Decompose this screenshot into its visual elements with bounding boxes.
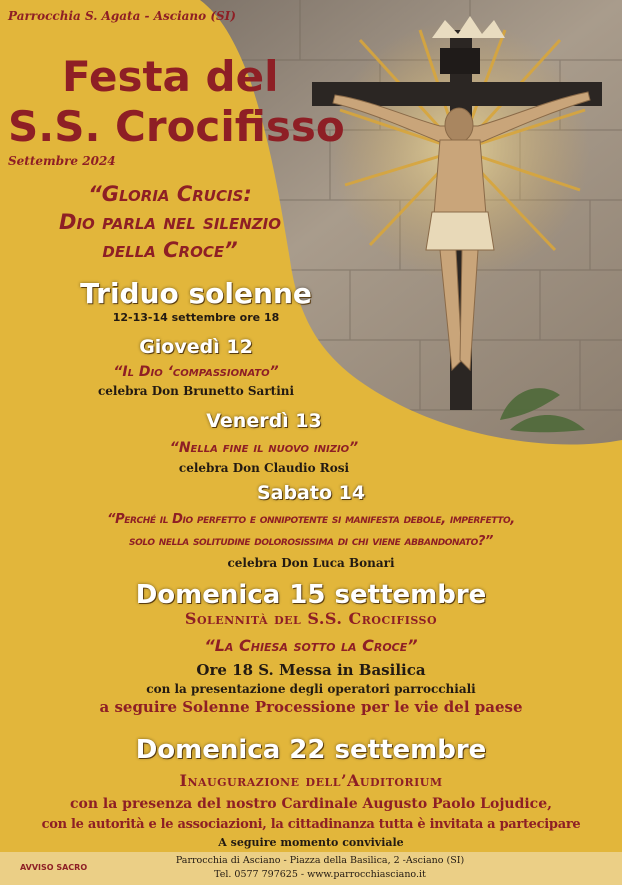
topic-thursday: “Il Dio ‘compassionato” — [113, 364, 279, 380]
day-thursday: Giovedì 12 — [139, 336, 253, 358]
sunday-15-presentation: con la presentazione degli operatori parrocchiali — [146, 682, 476, 696]
theme-line-3: della Croce” — [102, 238, 238, 262]
title-line-2: S.S. Crocifisso — [8, 102, 345, 151]
celebrant-saturday: celebra Don Luca Bonari — [227, 556, 395, 570]
topic-saturday-line-2: solo nella solitudine dolorosissima di chi viene abbandonato?” — [129, 534, 493, 549]
topic-friday: “Nella fine il nuovo inizio” — [169, 440, 359, 456]
triduo-dates: 12-13-14 settembre ore 18 — [112, 311, 280, 324]
footer-contact: Tel. 0577 797625 - www.parrocchiasciano.it — [214, 869, 426, 880]
parish-name: Parrocchia S. Agata - Asciano (SI) — [8, 9, 236, 23]
sunday-22-line-1: con la presenza del nostro Cardinale Augusto Paolo Lojudice, — [69, 796, 552, 812]
sunday-15-procession: a seguire Solenne Processione per le vie del paese — [99, 698, 523, 716]
topic-saturday-line-1: “Perché il Dio perfetto e onnipotente si manifesta debole, imperfetto, — [107, 512, 515, 527]
sunday-15-subtitle: Solennità del S.S. Crocifisso — [184, 609, 438, 628]
triduo-title: Triduo solenne — [80, 277, 312, 310]
sunday-22-line-3: A seguire momento conviviale — [218, 836, 404, 849]
sunday-22-line-2: con le autorità e le associazioni, la cittadinanza tutta è invitata a partecipare — [41, 817, 581, 832]
day-saturday: Sabato 14 — [256, 482, 366, 504]
day-friday: Venerdì 13 — [206, 410, 322, 432]
sunday-22-subtitle: Inaugurazione dell’Auditorium — [179, 771, 443, 790]
event-date: Settembre 2024 — [8, 154, 116, 168]
theme-line-1: “Gloria Crucis: — [88, 182, 252, 206]
footer-address: Parrocchia di Asciano - Piazza della Basilica, 2 -Asciano (SI) — [175, 855, 465, 866]
sunday-22-title: Domenica 22 settembre — [135, 735, 487, 765]
sunday-15-mass: Ore 18 S. Messa in Basilica — [196, 661, 426, 679]
theme-line-2: Dio parla nel silenzio — [59, 210, 281, 234]
celebrant-friday: celebra Don Claudio Rosi — [178, 461, 350, 475]
title-line-1: Festa del — [62, 52, 279, 101]
footer-label: AVVISO SACRO — [20, 863, 88, 872]
celebrant-thursday: celebra Don Brunetto Sartini — [97, 384, 295, 398]
sunday-15-title: Domenica 15 settembre — [135, 580, 487, 610]
sunday-15-topic: “La Chiesa sotto la Croce” — [204, 636, 418, 655]
